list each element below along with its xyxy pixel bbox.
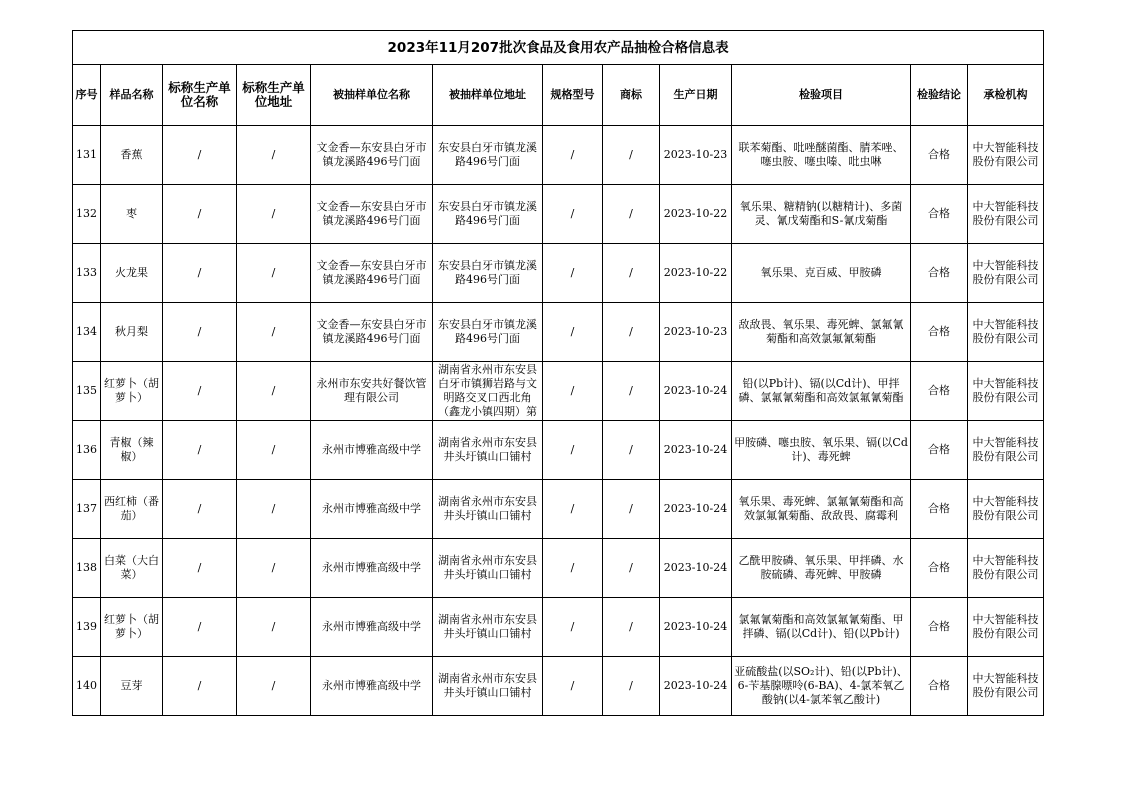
cell-brand: / [603, 598, 660, 657]
cell-seq: 134 [73, 303, 101, 362]
cell-spec: / [543, 539, 603, 598]
cell-sample-name: 香蕉 [101, 126, 163, 185]
cell-lab: 中大智能科技股份有限公司 [968, 244, 1044, 303]
cell-spec: / [543, 598, 603, 657]
cell-test-items: 氧乐果、糖精钠(以糖精计)、多菌灵、氰戊菊酯和S-氰戊菊酯 [732, 185, 911, 244]
cell-brand: / [603, 480, 660, 539]
header-result: 检验结论 [911, 65, 968, 126]
cell-sampled-unit: 文金香—东安县白牙市镇龙溪路496号门面 [311, 185, 433, 244]
cell-lab: 中大智能科技股份有限公司 [968, 539, 1044, 598]
cell-manufacturer-name: / [163, 185, 237, 244]
cell-production-date: 2023-10-24 [660, 421, 732, 480]
cell-test-items: 铅(以Pb计)、镉(以Cd计)、甲拌磷、氯氟氰菊酯和高效氯氟氰菊酯 [732, 362, 911, 421]
cell-manufacturer-address: / [237, 362, 311, 421]
cell-manufacturer-name: / [163, 244, 237, 303]
cell-production-date: 2023-10-23 [660, 303, 732, 362]
cell-result: 合格 [911, 539, 968, 598]
cell-sampled-unit: 文金香—东安县白牙市镇龙溪路496号门面 [311, 126, 433, 185]
cell-seq: 140 [73, 657, 101, 716]
cell-sampled-unit: 永州市博雅高级中学 [311, 657, 433, 716]
table-row [73, 185, 1044, 244]
cell-sample-name: 豆芽 [101, 657, 163, 716]
cell-brand: / [603, 126, 660, 185]
header-sample-name: 样品名称 [101, 65, 163, 126]
cell-manufacturer-name: / [163, 480, 237, 539]
cell-sampled-address: 东安县白牙市镇龙溪路496号门面 [433, 126, 543, 185]
header-row [73, 65, 1044, 126]
cell-manufacturer-address: / [237, 480, 311, 539]
cell-production-date: 2023-10-22 [660, 185, 732, 244]
cell-seq: 137 [73, 480, 101, 539]
cell-production-date: 2023-10-24 [660, 657, 732, 716]
cell-test-items: 亚硫酸盐(以SO₂计)、铅(以Pb计)、6-苄基腺嘌呤(6-BA)、4-氯苯氧乙酸钠(以4-氯苯氧乙酸计) [732, 657, 911, 716]
cell-sampled-address: 湖南省永州市东安县井头圩镇山口铺村 [433, 657, 543, 716]
table-row [73, 126, 1044, 185]
inspection-table [72, 30, 1044, 716]
cell-sample-name: 青椒（辣椒） [101, 421, 163, 480]
cell-brand: / [603, 244, 660, 303]
cell-sampled-unit: 永州市东安共好餐饮管理有限公司 [311, 362, 433, 421]
cell-brand: / [603, 362, 660, 421]
cell-spec: / [543, 303, 603, 362]
cell-lab: 中大智能科技股份有限公司 [968, 303, 1044, 362]
table-row [73, 657, 1044, 716]
cell-sample-name: 枣 [101, 185, 163, 244]
cell-production-date: 2023-10-24 [660, 480, 732, 539]
cell-seq: 131 [73, 126, 101, 185]
cell-test-items: 氧乐果、毒死蜱、氯氟氰菊酯和高效氯氟氰菊酯、敌敌畏、腐霉利 [732, 480, 911, 539]
cell-sample-name: 火龙果 [101, 244, 163, 303]
cell-brand: / [603, 657, 660, 716]
cell-seq: 133 [73, 244, 101, 303]
cell-manufacturer-address: / [237, 539, 311, 598]
cell-result: 合格 [911, 244, 968, 303]
cell-sampled-address: 湖南省永州市东安县井头圩镇山口铺村 [433, 480, 543, 539]
cell-brand: / [603, 421, 660, 480]
cell-sampled-unit: 永州市博雅高级中学 [311, 539, 433, 598]
cell-result: 合格 [911, 362, 968, 421]
cell-manufacturer-name: / [163, 657, 237, 716]
cell-sampled-address: 东安县白牙市镇龙溪路496号门面 [433, 185, 543, 244]
cell-sample-name: 秋月梨 [101, 303, 163, 362]
cell-sampled-address: 湖南省永州市东安县井头圩镇山口铺村 [433, 421, 543, 480]
cell-lab: 中大智能科技股份有限公司 [968, 480, 1044, 539]
table-row [73, 480, 1044, 539]
cell-seq: 135 [73, 362, 101, 421]
cell-result: 合格 [911, 421, 968, 480]
cell-manufacturer-name: / [163, 421, 237, 480]
cell-manufacturer-address: / [237, 598, 311, 657]
cell-production-date: 2023-10-24 [660, 598, 732, 657]
cell-spec: / [543, 480, 603, 539]
cell-sample-name: 红萝卜（胡萝卜） [101, 598, 163, 657]
cell-result: 合格 [911, 185, 968, 244]
cell-sampled-unit: 永州市博雅高级中学 [311, 598, 433, 657]
cell-sampled-unit: 文金香—东安县白牙市镇龙溪路496号门面 [311, 244, 433, 303]
cell-seq: 138 [73, 539, 101, 598]
cell-seq: 139 [73, 598, 101, 657]
cell-spec: / [543, 126, 603, 185]
cell-brand: / [603, 539, 660, 598]
cell-manufacturer-name: / [163, 126, 237, 185]
cell-production-date: 2023-10-22 [660, 244, 732, 303]
cell-lab: 中大智能科技股份有限公司 [968, 421, 1044, 480]
header-spec: 规格型号 [543, 65, 603, 126]
cell-manufacturer-name: / [163, 539, 237, 598]
cell-result: 合格 [911, 480, 968, 539]
cell-test-items: 敌敌畏、氧乐果、毒死蜱、氯氟氰菊酯和高效氯氟氰菊酯 [732, 303, 911, 362]
table-row [73, 598, 1044, 657]
cell-sampled-address: 东安县白牙市镇龙溪路496号门面 [433, 303, 543, 362]
header-sampled-address: 被抽样单位地址 [433, 65, 543, 126]
cell-manufacturer-name: / [163, 598, 237, 657]
page-title: 2023年11月207批次食品及食用农产品抽检合格信息表 [73, 31, 1044, 65]
cell-result: 合格 [911, 303, 968, 362]
cell-sampled-unit: 永州市博雅高级中学 [311, 480, 433, 539]
cell-brand: / [603, 185, 660, 244]
cell-test-items: 乙酰甲胺磷、氧乐果、甲拌磷、水胺硫磷、毒死蜱、甲胺磷 [732, 539, 911, 598]
title-row [73, 31, 1044, 65]
header-test-items: 检验项目 [732, 65, 911, 126]
cell-lab: 中大智能科技股份有限公司 [968, 598, 1044, 657]
cell-lab: 中大智能科技股份有限公司 [968, 362, 1044, 421]
table-row [73, 303, 1044, 362]
cell-manufacturer-address: / [237, 126, 311, 185]
table-row [73, 362, 1044, 421]
cell-manufacturer-address: / [237, 303, 311, 362]
cell-lab: 中大智能科技股份有限公司 [968, 126, 1044, 185]
header-manufacturer-name: 标称生产单位名称 [163, 65, 237, 126]
cell-result: 合格 [911, 126, 968, 185]
cell-spec: / [543, 657, 603, 716]
cell-sample-name: 红萝卜（胡萝卜） [101, 362, 163, 421]
cell-sampled-address: 湖南省永州市东安县井头圩镇山口铺村 [433, 539, 543, 598]
cell-sampled-unit: 永州市博雅高级中学 [311, 421, 433, 480]
header-lab: 承检机构 [968, 65, 1044, 126]
header-production-date: 生产日期 [660, 65, 732, 126]
table-row [73, 539, 1044, 598]
cell-manufacturer-address: / [237, 657, 311, 716]
cell-spec: / [543, 244, 603, 303]
header-brand: 商标 [603, 65, 660, 126]
cell-result: 合格 [911, 657, 968, 716]
cell-lab: 中大智能科技股份有限公司 [968, 657, 1044, 716]
cell-sampled-address: 湖南省永州市东安县白牙市镇狮岩路与文明路交叉口西北角（鑫龙小镇四期）第 [433, 362, 543, 421]
cell-seq: 132 [73, 185, 101, 244]
header-seq: 序号 [73, 65, 101, 126]
cell-spec: / [543, 362, 603, 421]
cell-sampled-address: 湖南省永州市东安县井头圩镇山口铺村 [433, 598, 543, 657]
cell-manufacturer-name: / [163, 303, 237, 362]
cell-test-items: 氧乐果、克百威、甲胺磷 [732, 244, 911, 303]
cell-sampled-unit: 文金香—东安县白牙市镇龙溪路496号门面 [311, 303, 433, 362]
table-row [73, 244, 1044, 303]
cell-brand: / [603, 303, 660, 362]
header-sampled-unit: 被抽样单位名称 [311, 65, 433, 126]
cell-spec: / [543, 185, 603, 244]
cell-lab: 中大智能科技股份有限公司 [968, 185, 1044, 244]
cell-production-date: 2023-10-24 [660, 362, 732, 421]
cell-manufacturer-name: / [163, 362, 237, 421]
cell-test-items: 联苯菊酯、吡唑醚菌酯、腈苯唑、噻虫胺、噻虫嗪、吡虫啉 [732, 126, 911, 185]
cell-sample-name: 白菜（大白菜） [101, 539, 163, 598]
cell-production-date: 2023-10-24 [660, 539, 732, 598]
header-manufacturer-address: 标称生产单位地址 [237, 65, 311, 126]
cell-production-date: 2023-10-23 [660, 126, 732, 185]
cell-result: 合格 [911, 598, 968, 657]
cell-spec: / [543, 421, 603, 480]
table-row [73, 421, 1044, 480]
cell-sampled-address: 东安县白牙市镇龙溪路496号门面 [433, 244, 543, 303]
cell-seq: 136 [73, 421, 101, 480]
cell-test-items: 氯氟氰菊酯和高效氯氟氰菊酯、甲拌磷、镉(以Cd计)、铅(以Pb计) [732, 598, 911, 657]
cell-sample-name: 西红柿（番茄） [101, 480, 163, 539]
cell-manufacturer-address: / [237, 421, 311, 480]
cell-test-items: 甲胺磷、噻虫胺、氧乐果、镉(以Cd计)、毒死蜱 [732, 421, 911, 480]
cell-manufacturer-address: / [237, 244, 311, 303]
cell-manufacturer-address: / [237, 185, 311, 244]
